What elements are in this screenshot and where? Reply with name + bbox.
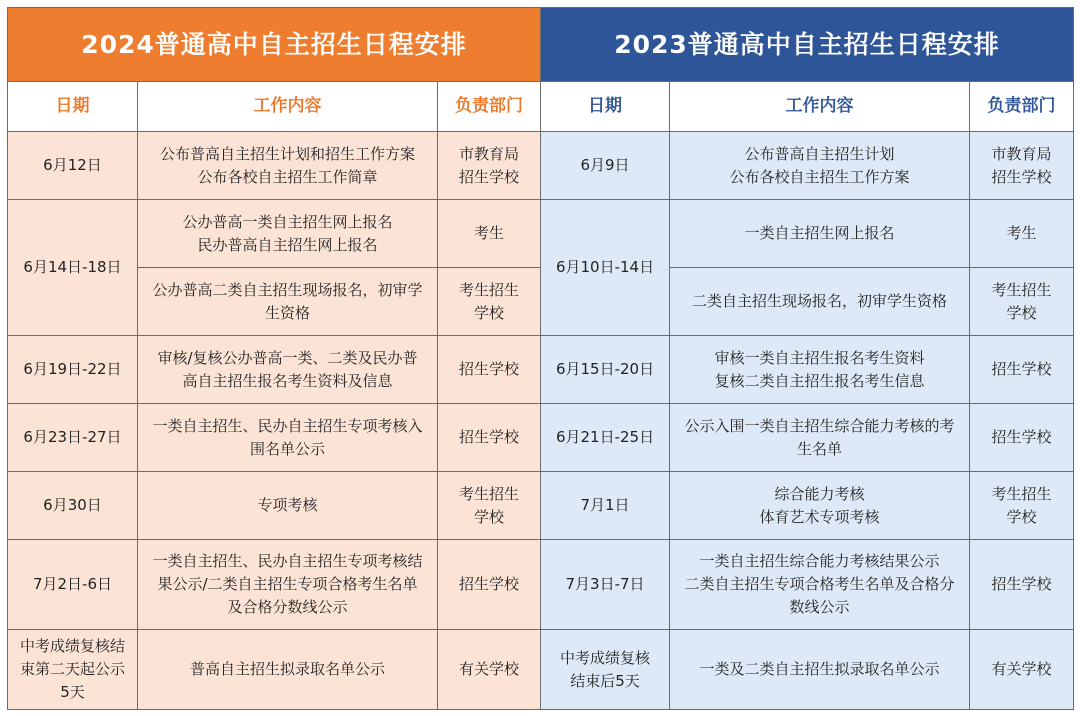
dept-2024: 招生学校 [438, 404, 541, 472]
dept-2023: 招生学校 [970, 336, 1074, 404]
schedule-comparison [7, 7, 1073, 709]
content-2024: 公布普高自主招生计划和招生工作方案 公布各校自主招生工作简章 [138, 132, 438, 200]
dept-2023: 招生学校 [970, 540, 1074, 630]
header-date-2023: 日期 [541, 82, 670, 132]
header-dept-2024: 负责部门 [438, 82, 541, 132]
date-2023: 7月1日 [541, 472, 670, 540]
date-2023: 6月9日 [541, 132, 670, 200]
date-2024: 中考成绩复核结 束第二天起公示 5天 [8, 630, 138, 710]
header-content-2024: 工作内容 [138, 82, 438, 132]
dept-2023: 考生招生 学校 [970, 472, 1074, 540]
header-dept-2023: 负责部门 [970, 82, 1074, 132]
dept-2023: 市教育局 招生学校 [970, 132, 1074, 200]
dept-2023: 有关学校 [970, 630, 1074, 710]
dept-2024: 招生学校 [438, 336, 541, 404]
content-2024: 普高自主招生拟录取名单公示 [138, 630, 438, 710]
content-2023: 一类及二类自主招生拟录取名单公示 [670, 630, 970, 710]
content-2024: 公办普高二类自主招生现场报名，初审学 生资格 [138, 268, 438, 336]
date-2023: 中考成绩复核 结束后5天 [541, 630, 670, 710]
dept-2023: 招生学校 [970, 404, 1074, 472]
content-2024: 一类自主招生、民办自主招生专项考核入 围名单公示 [138, 404, 438, 472]
header-date-2024: 日期 [8, 82, 138, 132]
title-2023: 2023普通高中自主招生日程安排 [541, 8, 1074, 82]
date-2024: 6月14日-18日 [8, 200, 138, 336]
content-2024: 一类自主招生、民办自主招生专项考核结 果公示/二类自主招生专项合格考生名单 及合格分数线公示 [138, 540, 438, 630]
title-2024: 2024普通高中自主招生日程安排 [8, 8, 541, 82]
dept-2024: 招生学校 [438, 540, 541, 630]
dept-2024: 考生招生 学校 [438, 472, 541, 540]
content-2023: 一类自主招生网上报名 [670, 200, 970, 268]
date-2023: 7月3日-7日 [541, 540, 670, 630]
content-2023: 审核一类自主招生报名考生资料 复核二类自主招生报名考生信息 [670, 336, 970, 404]
content-2023: 综合能力考核 体育艺术专项考核 [670, 472, 970, 540]
schedule-table [7, 7, 1074, 710]
date-2024: 6月12日 [8, 132, 138, 200]
content-2023: 公布普高自主招生计划 公布各校自主招生工作方案 [670, 132, 970, 200]
content-2023: 公示入围一类自主招生综合能力考核的考 生名单 [670, 404, 970, 472]
dept-2023: 考生招生 学校 [970, 268, 1074, 336]
date-2024: 6月23日-27日 [8, 404, 138, 472]
header-content-2023: 工作内容 [670, 82, 970, 132]
content-2024: 公办普高一类自主招生网上报名 民办普高自主招生网上报名 [138, 200, 438, 268]
date-2023: 6月10日-14日 [541, 200, 670, 336]
dept-2024: 考生 [438, 200, 541, 268]
content-2024: 专项考核 [138, 472, 438, 540]
date-2023: 6月15日-20日 [541, 336, 670, 404]
date-2024: 6月19日-22日 [8, 336, 138, 404]
dept-2024: 市教育局 招生学校 [438, 132, 541, 200]
date-2024: 6月30日 [8, 472, 138, 540]
date-2023: 6月21日-25日 [541, 404, 670, 472]
dept-2024: 考生招生 学校 [438, 268, 541, 336]
date-2024: 7月2日-6日 [8, 540, 138, 630]
content-2023: 二类自主招生现场报名，初审学生资格 [670, 268, 970, 336]
content-2024: 审核/复核公办普高一类、二类及民办普 高自主招生报名考生资料及信息 [138, 336, 438, 404]
content-2023: 一类自主招生综合能力考核结果公示 二类自主招生专项合格考生名单及合格分 数线公示 [670, 540, 970, 630]
dept-2024: 有关学校 [438, 630, 541, 710]
dept-2023: 考生 [970, 200, 1074, 268]
